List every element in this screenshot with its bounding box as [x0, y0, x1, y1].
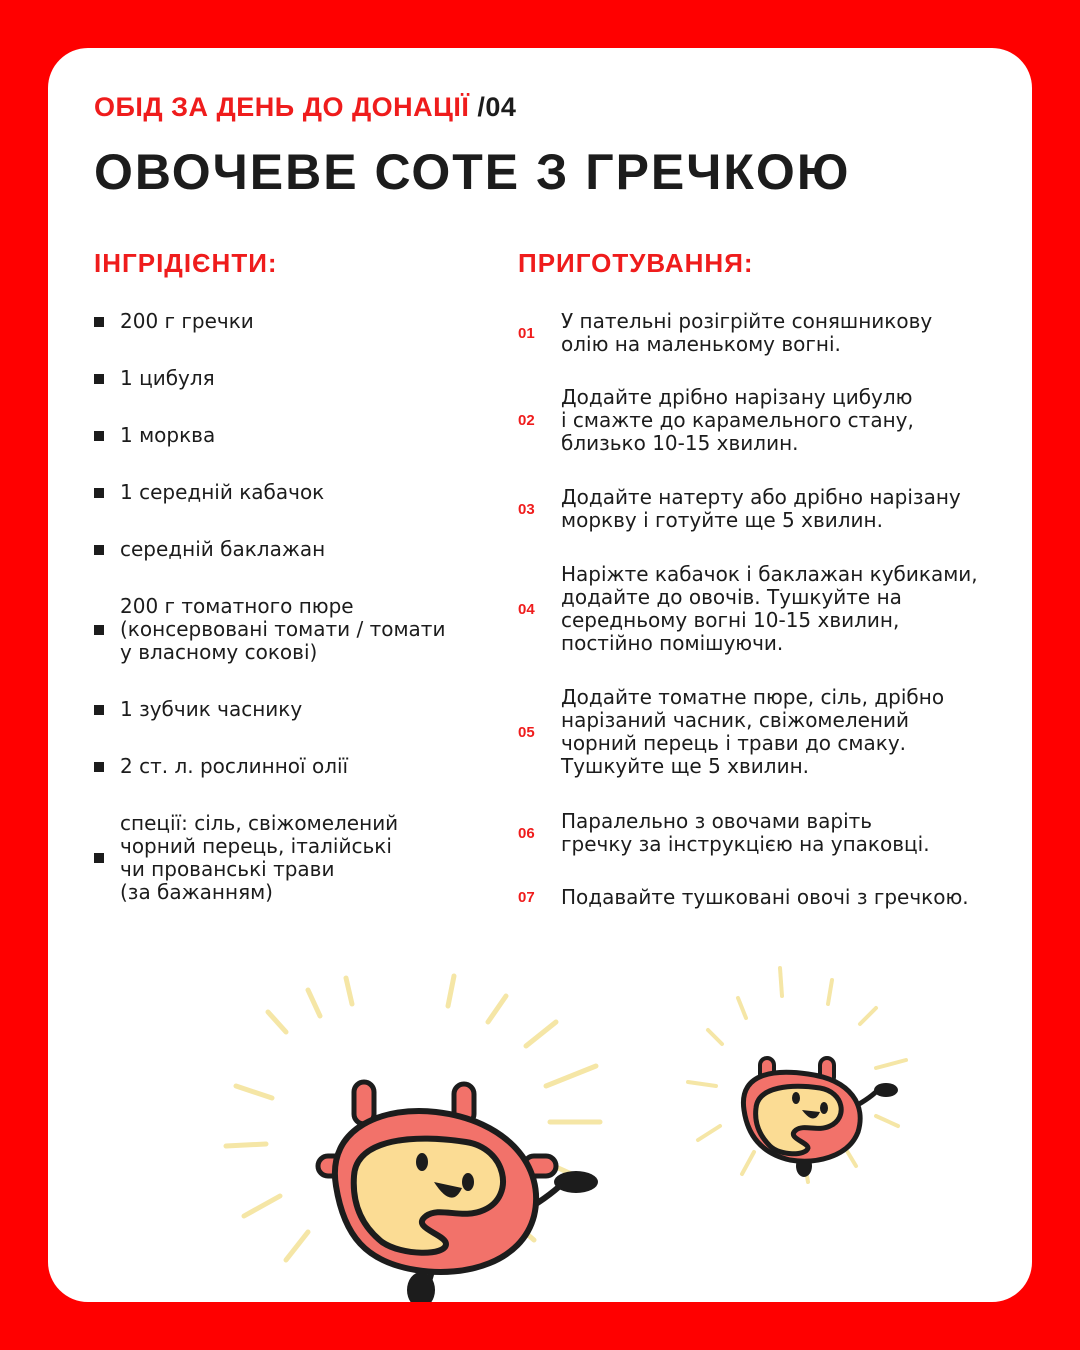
step-number: 03 [518, 500, 535, 518]
ingredient-item [94, 310, 454, 333]
ingredient-text: 1 зубчик часнику [120, 697, 303, 721]
ingredient-item [94, 755, 454, 778]
step-item [518, 310, 988, 356]
step-text: Паралельно з овочами варіть гречку за інструкцією на упаковці. [561, 809, 930, 856]
step-item [518, 386, 988, 455]
ingredient-item [94, 595, 454, 664]
square-bullet-icon [94, 705, 104, 715]
recipe-card [48, 48, 1032, 1302]
step-text: Додайте дрібно нарізану цибулю і смажте до карамельного стану, близько 10-15 хвилин. [561, 385, 914, 455]
ingredient-text: 200 г гречки [120, 309, 254, 333]
square-bullet-icon [94, 317, 104, 327]
step-item [518, 686, 988, 778]
ingredient-text: середній баклажан [120, 537, 326, 561]
square-bullet-icon [94, 853, 104, 863]
series-number: /04 [477, 92, 517, 122]
step-item [518, 486, 988, 532]
square-bullet-icon [94, 374, 104, 384]
preparation-heading: ПРИГОТУВАННЯ: [518, 248, 754, 278]
ingredients-heading: ІНГРІДІЄНТИ: [94, 248, 278, 278]
ingredient-text: 2 ст. л. рослинної олії [120, 754, 349, 778]
step-number: 07 [518, 889, 535, 906]
ingredient-item [94, 367, 454, 390]
step-item [518, 563, 988, 655]
ingredient-item [94, 698, 454, 721]
square-bullet-icon [94, 431, 104, 441]
ingredient-text: 1 морква [120, 423, 216, 447]
step-item [518, 886, 988, 909]
ingredient-text: 200 г томатного пюре (консервовані томати / томати у власному сокові) [120, 594, 446, 664]
ingredient-item [94, 424, 454, 447]
blood-cell-mascot-icon [216, 926, 616, 1302]
step-item [518, 810, 988, 856]
blood-cell-mascot-icon [680, 960, 920, 1190]
square-bullet-icon [94, 488, 104, 498]
step-text: У пательні розігрійте соняшникову олію на маленькому вогні. [561, 309, 933, 356]
ingredient-text: спеції: сіль, свіжомелений чорний перець, італійські чи прованські трави (за бажанням) [120, 811, 399, 904]
ingredient-text: 1 цибуля [120, 366, 215, 390]
series-name: ОБІД ЗА ДЕНЬ ДО ДОНАЦІЇ [94, 92, 470, 122]
step-text: Подавайте тушковані овочі з гречкою. [561, 885, 969, 909]
square-bullet-icon [94, 762, 104, 772]
ingredient-text: 1 середній кабачок [120, 480, 325, 504]
series-label [94, 92, 516, 122]
ingredient-item [94, 538, 454, 561]
step-number: 02 [518, 412, 535, 429]
step-number: 06 [518, 824, 535, 842]
step-text: Наріжте кабачок і баклажан кубиками, додайте до овочів. Тушкуйте на середньому вогні 10-15 хвилин, постійно помішуючи. [561, 562, 978, 655]
page-title: ОВОЧЕВЕ СОТЕ З ГРЕЧКОЮ [94, 144, 851, 200]
step-number: 01 [518, 324, 535, 342]
step-text: Додайте натерту або дрібно нарізану моркву і готуйте ще 5 хвилин. [561, 485, 961, 532]
step-text: Додайте томатне пюре, сіль, дрібно нарізаний часник, свіжомелений чорний перець і трави до смаку. Тушкуйте ще 5 хвилин. [561, 685, 945, 778]
step-number: 04 [518, 600, 535, 618]
step-number: 05 [518, 723, 535, 741]
ingredient-item [94, 481, 454, 504]
square-bullet-icon [94, 625, 104, 635]
square-bullet-icon [94, 545, 104, 555]
ingredient-item [94, 812, 454, 904]
